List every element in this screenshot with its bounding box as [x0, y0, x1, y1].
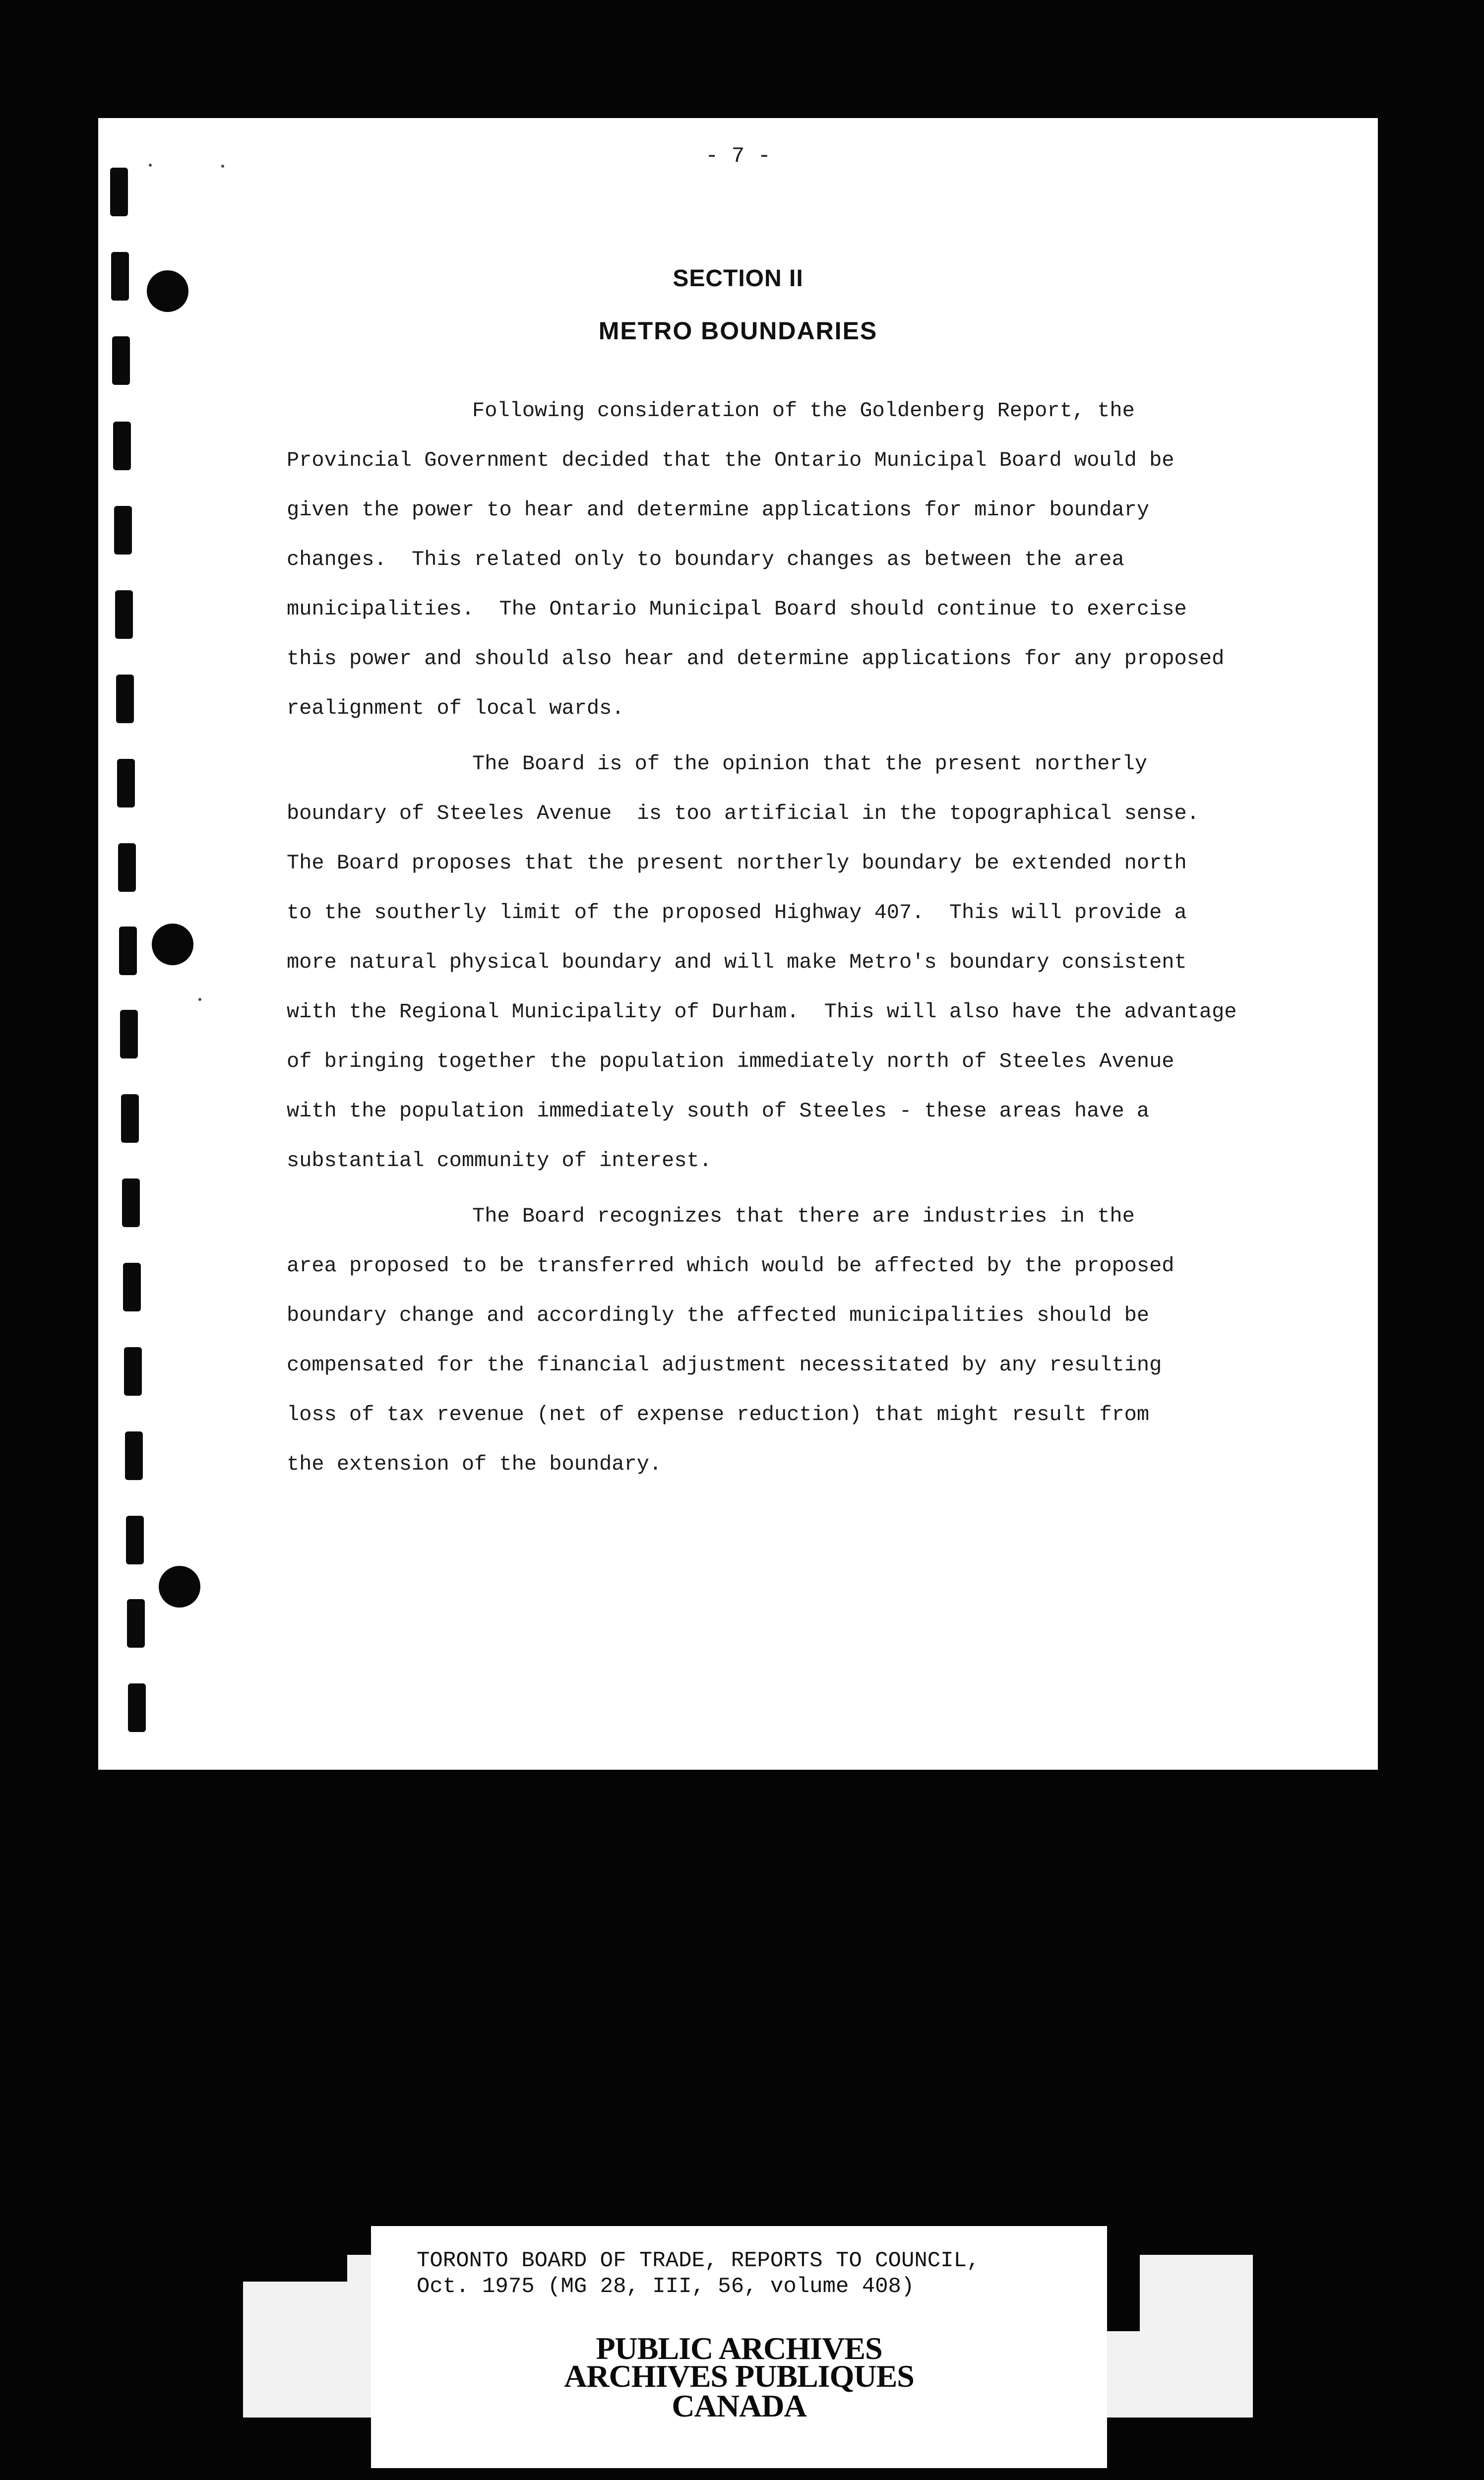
section-title: METRO BOUNDARIES: [598, 317, 878, 345]
text-line: area proposed to be transferred which would be affected by the proposed: [287, 1254, 1175, 1278]
archive-stamp-country: CANADA: [672, 2388, 806, 2423]
text-line: changes. This related only to boundary changes as between the area: [287, 548, 1124, 571]
binding-mark: [124, 1347, 142, 1396]
binding-mark: [127, 1599, 145, 1648]
text-line: The Board recognizes that there are industries in the: [472, 1204, 1135, 1228]
text-line: municipalities. The Ontario Municipal Board should continue to exercise: [287, 597, 1187, 621]
label-tab: [243, 2242, 347, 2282]
text-line: boundary of Steeles Avenue is too artificial in the topographical sense.: [287, 802, 1199, 825]
punch-hole: [159, 1566, 200, 1608]
paragraph-3: [287, 1191, 1328, 1489]
text-line: with the Regional Municipality of Durham. This will also have the advantage: [287, 1000, 1237, 1024]
punch-hole: [147, 270, 188, 312]
paragraph-1: [287, 386, 1328, 733]
archive-reference: [417, 2248, 980, 2299]
binding-mark: [128, 1683, 146, 1732]
label-tab: [1107, 2242, 1140, 2331]
binding-mark: [125, 1431, 143, 1480]
binding-mark: [117, 759, 135, 807]
binding-mark: [116, 675, 134, 723]
text-line: boundary change and accordingly the affected municipalities should be: [287, 1303, 1150, 1327]
section-number: SECTION II: [673, 265, 804, 292]
text-line: realignment of local wards.: [287, 696, 624, 720]
binding-mark: [123, 1263, 141, 1311]
binding-mark: [114, 506, 132, 555]
text-line: loss of tax revenue (net of expense reduction) that might result from: [287, 1403, 1150, 1426]
text-line: the extension of the boundary.: [287, 1452, 662, 1476]
text-line: given the power to hear and determine applications for minor boundary: [287, 498, 1150, 522]
scan-speck: [149, 164, 152, 167]
binding-mark: [119, 927, 137, 975]
archive-stamp-french: ARCHIVES PUBLIQUES: [564, 2358, 914, 2394]
text-line: substantial community of interest.: [287, 1149, 712, 1173]
binding-mark: [110, 168, 128, 216]
text-line: with the population immediately south of Steeles - these areas have a: [287, 1099, 1150, 1123]
binding-mark: [121, 1094, 139, 1143]
text-line: of bringing together the population immediately north of Steeles Avenue: [287, 1050, 1175, 1073]
document-page: [98, 118, 1378, 1770]
punch-hole: [152, 924, 193, 965]
binding-mark: [111, 252, 129, 301]
text-line: Provincial Government decided that the Ontario Municipal Board would be: [287, 448, 1175, 472]
archive-reference-line: TORONTO BOARD OF TRADE, REPORTS TO COUNCIL,: [417, 2248, 980, 2273]
paragraph-2: [287, 739, 1328, 1185]
binding-mark: [112, 336, 130, 385]
archive-stamp-english: PUBLIC ARCHIVES: [596, 2331, 882, 2366]
scan-speck: [198, 998, 201, 1001]
text-line: to the southerly limit of the proposed Highway 407. This will provide a: [287, 901, 1187, 925]
page-number: - 7 -: [705, 144, 771, 169]
binding-mark: [118, 843, 136, 892]
binding-mark: [113, 422, 131, 470]
text-line: compensated for the financial adjustment necessitated by any resulting: [287, 1353, 1162, 1377]
text-line: this power and should also hear and determine applications for any proposed: [287, 647, 1225, 671]
text-line: Following consideration of the Goldenberg Report, the: [472, 399, 1135, 423]
text-line: The Board is of the opinion that the present northerly: [472, 752, 1148, 776]
binding-mark: [126, 1516, 144, 1564]
binding-mark: [115, 590, 133, 639]
text-line: more natural physical boundary and will make Metro's boundary consistent: [287, 950, 1187, 974]
scan-speck: [221, 165, 224, 168]
binding-mark: [122, 1178, 140, 1227]
text-line: The Board proposes that the present northerly boundary be extended north: [287, 851, 1187, 875]
binding-mark: [120, 1010, 138, 1058]
archive-reference-line: Oct. 1975 (MG 28, III, 56, volume 408): [417, 2274, 915, 2299]
body-text: [287, 386, 1328, 1495]
